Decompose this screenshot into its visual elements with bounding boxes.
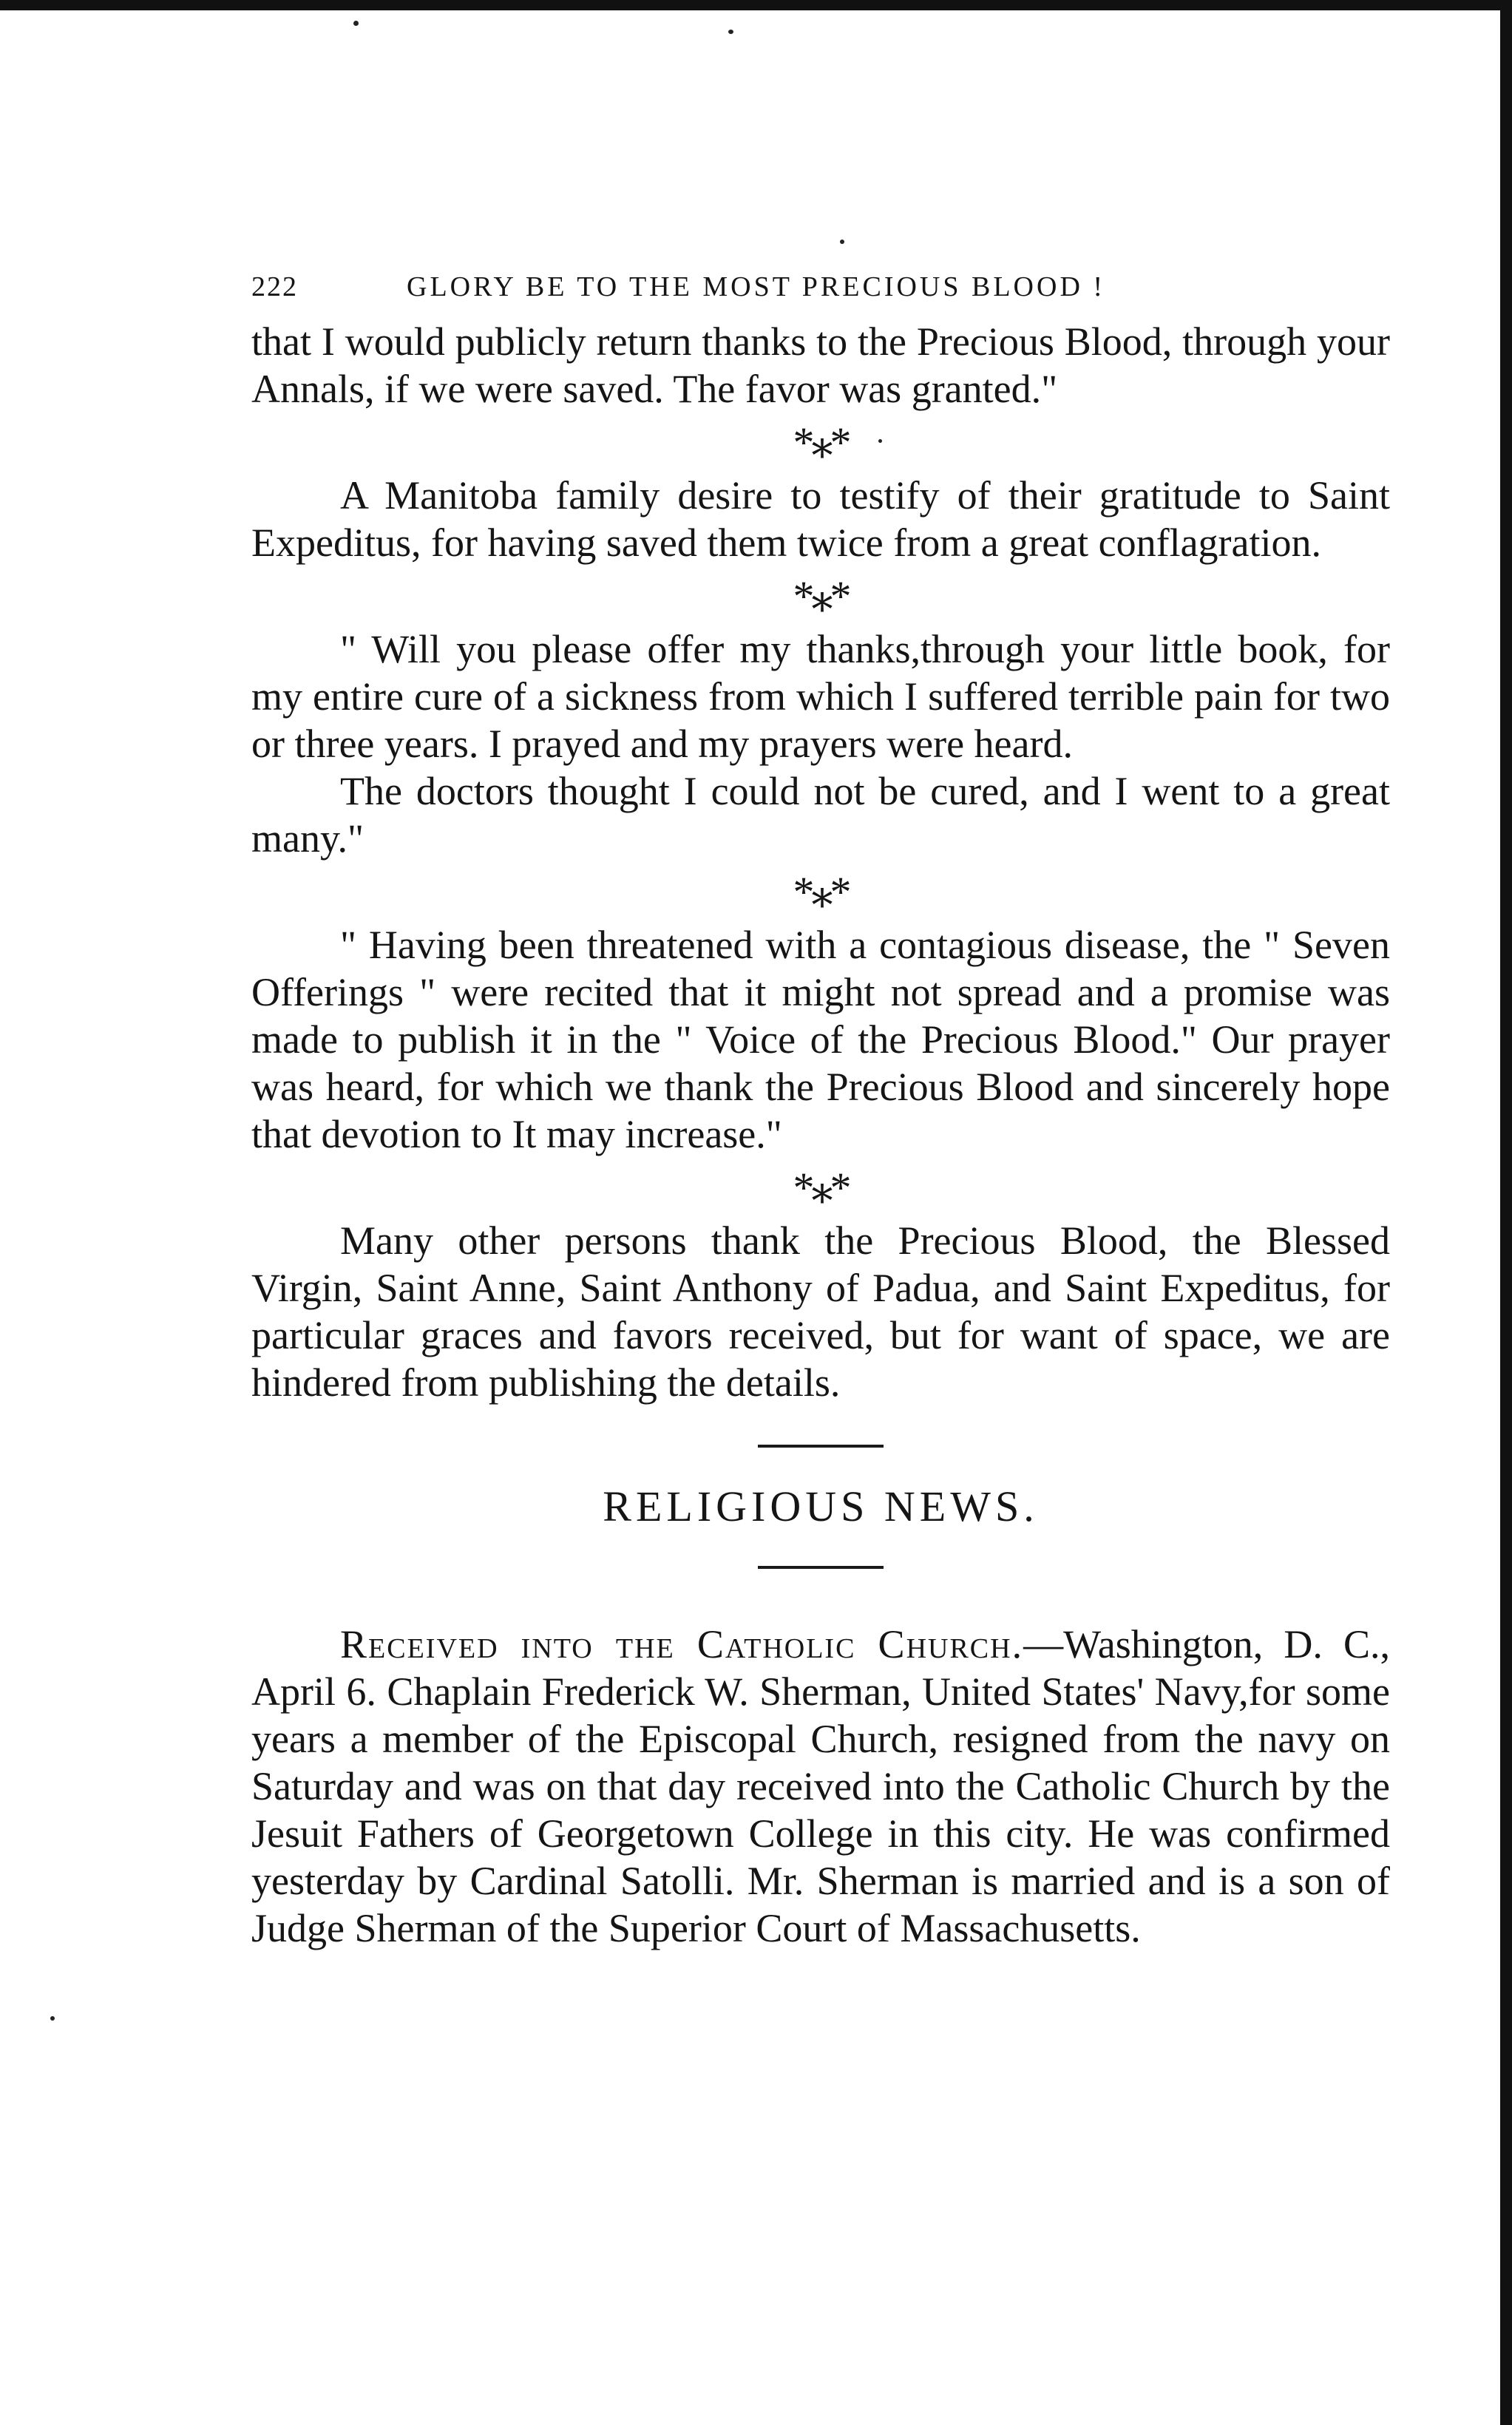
running-head bbox=[251, 266, 1390, 318]
asterism-separator: *⁎* bbox=[793, 1164, 849, 1212]
speck bbox=[353, 21, 359, 26]
speck bbox=[50, 2016, 55, 2021]
paragraph-doctors: The doctors thought I could not be cured, and I went to a great many." bbox=[251, 769, 1390, 861]
top-border bbox=[0, 0, 1512, 10]
body-text bbox=[251, 318, 1390, 1952]
lead-in-small-caps: Received into the Catholic Church. bbox=[340, 1622, 1024, 1666]
asterism-separator: *⁎* bbox=[793, 868, 849, 916]
paragraph-contagious-disease: " Having been threatened with a contagious disease, the " Seven Offerings " were recited that it might not spread and a promise was made to publish it in the " Voice of the Precious Blood." Our prayer was heard, for which we thank the Precious Blood and sincerely hope that devotion to It may increase." bbox=[251, 923, 1390, 1156]
paragraph-continuation: that I would publicly return thanks to the Precious Blood, through your Annals, if we were saved. The favor was granted." bbox=[251, 319, 1390, 411]
paragraph-many-other-persons: Many other persons thank the Precious Blood, the Blessed Virgin, Saint Anne, Saint Anthony of Padua, and Saint Expeditus, for particular graces and favors received, but for want of space, we are hindered from publishing the details. bbox=[251, 1218, 1390, 1405]
asterism-separator: *⁎* bbox=[793, 418, 849, 467]
paragraph-religious-news bbox=[251, 1621, 1390, 1952]
paragraph-cure-of-sickness: " Will you please offer my thanks,through your little book, for my entire cure of a sickness from which I suffered terrible pain for two or three years. I prayed and my prayers were heard. bbox=[251, 627, 1390, 766]
speck bbox=[840, 240, 844, 244]
paragraph-manitoba-family: A Manitoba family desire to testify of their gratitude to Saint Expeditus, for having saved them twice from a great conflagration. bbox=[251, 473, 1390, 565]
asterism-separator: *⁎* bbox=[793, 572, 849, 620]
section-rule-top bbox=[758, 1445, 884, 1448]
speck bbox=[728, 30, 733, 34]
religious-news-text: —Washington, D. C., April 6. Chaplain Frederick W. Sherman, United States' Navy,for some years a member of the Episcopal Church, resigned from the navy on Saturday and was on that day received into the Catholic Church by the Jesuit Fathers of Georgetown College in this city. He was confirmed yesterday by Cardinal Satolli. Mr. Sherman is married and is a son of Judge Sherman of the Superior Court of Massachusetts. bbox=[251, 1622, 1391, 1950]
page-number: 222 bbox=[251, 271, 298, 302]
right-border bbox=[1500, 0, 1512, 2425]
page-content bbox=[251, 266, 1390, 1952]
section-heading: RELIGIOUS NEWS. bbox=[603, 1482, 1039, 1530]
running-title: GLORY BE TO THE MOST PRECIOUS BLOOD ! bbox=[407, 271, 1106, 302]
